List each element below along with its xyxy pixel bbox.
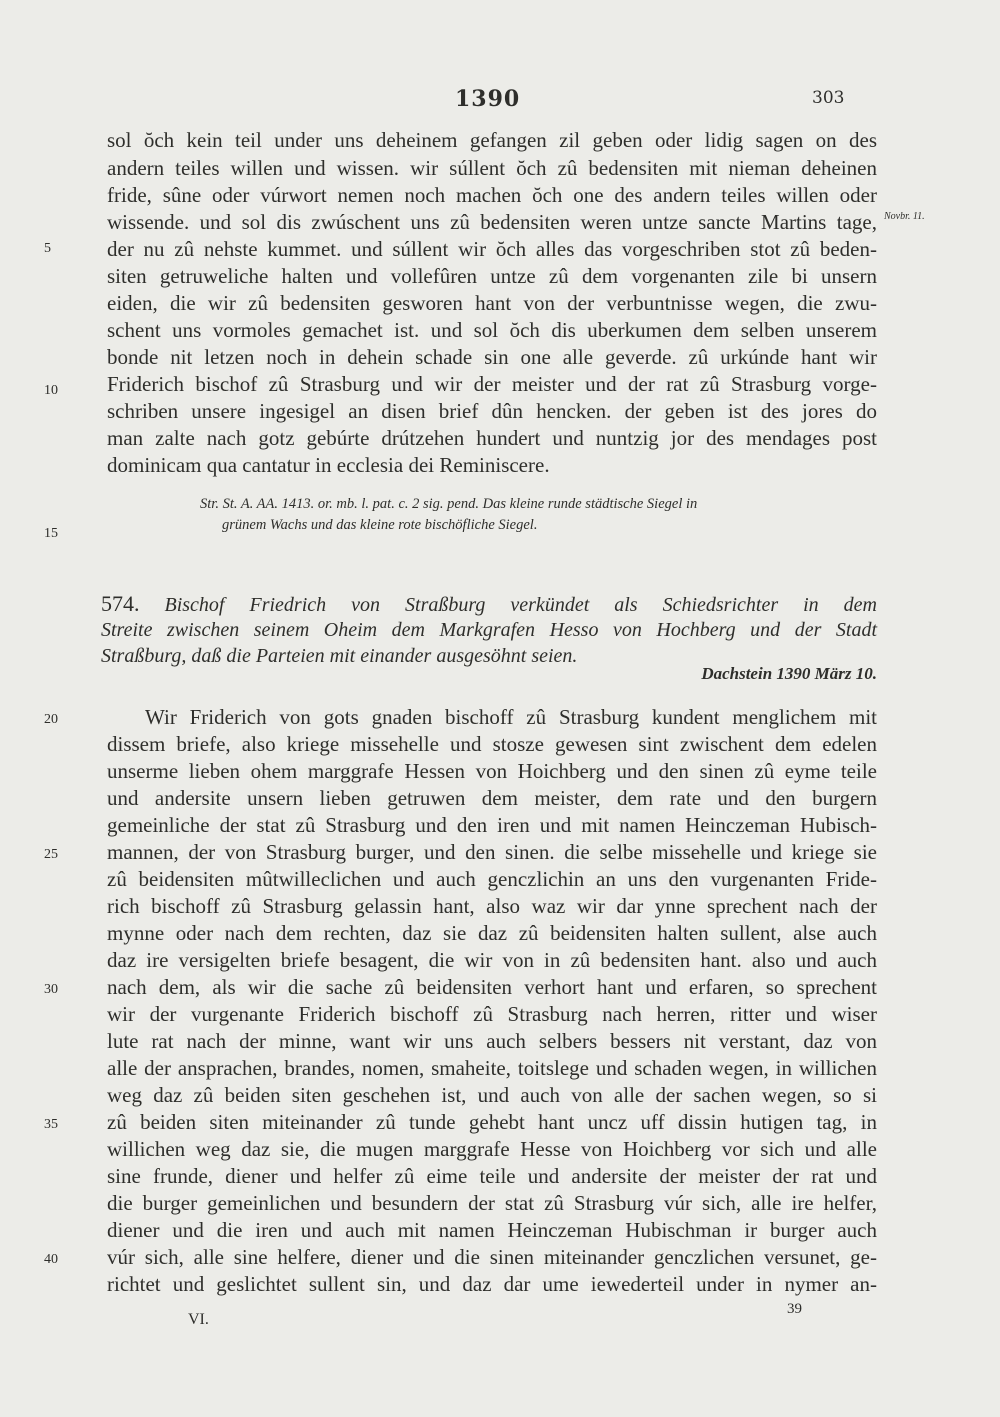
text-line: die burger gemeinlichen und besundern der stat zû Strasburg vúr sich, alle ire helfer, [107, 1191, 877, 1215]
text-line: richtet und geslichtet sullent sin, und daz dar ume iewederteil under in nymer an- [107, 1272, 877, 1296]
text-line: zû beidensiten mûtwilleclichen und auch genczlichin an uns den vurgenanten Fride- [107, 867, 877, 891]
text-line: daz ire versigelten briefe besagent, die wir von in zû bedensiten hant. also und auch [107, 948, 877, 972]
text-line: rich bischoff zû Strasburg gelassin hant, also waz wir dar ynne sprechent nach der [107, 894, 877, 918]
text-line: und andersite unsern lieben getruwen dem meister, dem rate und den burgern [107, 786, 877, 810]
text-line: Wir Friderich von gots gnaden bischoff zû Strasburg kundent menglichem mit [145, 705, 877, 729]
text-line: bonde nit letzen noch in dehein schade sin one alle geverde. zû urkúnde hant wir [107, 345, 877, 369]
text-line: mannen, der von Strasburg burger, und den sinen. die selbe missehelle und kriege sie [107, 840, 877, 864]
text-line: der nu zû nehste kummet. und súllent wir ŏch alles das vorgeschriben stot zû beden- [107, 237, 877, 261]
text-line: fride, sûne oder vúrwort nemen noch machen ŏch one des andern teiles willen oder [107, 183, 877, 207]
line-number: 20 [44, 712, 58, 727]
text-line: weg daz zû beiden siten geschehen ist, und auch von alle der sachen wegen, so si [107, 1083, 877, 1107]
text-line: siten getruweliche halten und vollefûren untze zû dem vorgenanten zile bi unsern [107, 264, 877, 288]
page-header-year: 1390 [455, 86, 521, 112]
text-line: wissende. und sol dis zwúschent uns zû bedensiten weren untze sancte Martins tage, [107, 210, 877, 234]
line-number: 15 [44, 526, 58, 541]
line-number: 5 [44, 241, 51, 256]
text-line: mynne oder nach dem rechten, daz sie daz zû beidensiten halten sullent, alse auch [107, 921, 877, 945]
text-line: lute rat nach der minne, want wir uns auch selbers bessers nit verstant, daz von [107, 1029, 877, 1053]
volume-number: VI. [188, 1311, 209, 1328]
text-line: dominicam qua cantatur in ecclesia dei Reminiscere. [107, 453, 550, 477]
document-title-line [101, 591, 877, 618]
line-number: 35 [44, 1117, 58, 1132]
line-number: 30 [44, 982, 58, 997]
text-line: sol ŏch kein teil under uns deheinem gefangen zil geben oder lidig sagen on des [107, 128, 877, 152]
text-line: unserme lieben ohem marggrafe Hessen von Hoichberg und den sinen zû eyme teile [107, 759, 877, 783]
line-number: 10 [44, 383, 58, 398]
text-line: Friderich bischof zû Strasburg und wir der meister und der rat zû Strasburg vorge- [107, 372, 877, 396]
text-line: man zalte nach gotz gebúrte drútzehen hundert und nuntzig jor des mendages post [107, 426, 877, 450]
text-line: gemeinliche der stat zû Strasburg und den iren und mit namen Heinczeman Hubisch- [107, 813, 877, 837]
line-number: 25 [44, 847, 58, 862]
document-title-text: Bischof Friedrich von Straßburg verkündet als Schiedsrichter in dem [164, 594, 877, 616]
text-line: alle der ansprachen, brandes, nomen, smaheite, toitslege und schaden wegen, in willichen [107, 1056, 877, 1080]
text-line: wir der vurgenante Friderich bischoff zû Strasburg nach herren, ritter und wiser [107, 1002, 877, 1026]
place-and-date: Dachstein 1390 März 10. [701, 664, 877, 683]
text-line: schent uns vormoles gemachet ist. und sol ŏch dis uberkumen dem selben unserem [107, 318, 877, 342]
text-line: eiden, die wir zû bedensiten gesworen hant von der verbuntnisse wegen, die zwu- [107, 291, 877, 315]
text-line: willichen weg daz sie, die mugen marggrafe Hesse von Hoichberg vor sich und alle [107, 1137, 877, 1161]
text-line: nach dem, als wir die sache zû beidensiten verhort hant und erfaren, so sprechent [107, 975, 877, 999]
line-number: 40 [44, 1252, 58, 1267]
document-number: 574. [101, 591, 140, 616]
text-line: andern teiles willen und wissen. wir súllent ŏch zû bedensiten mit nieman deheinen [107, 156, 877, 180]
text-line: schriben unsere ingesigel an disen brief dûn hencken. der geben ist des jores do [107, 399, 877, 423]
sheet-signature: 39 [787, 1301, 802, 1317]
document-title-line: Streite zwischen seinem Oheim dem Markgrafen Hesso von Hochberg und der Stadt [101, 619, 877, 641]
margin-date-note: Novbr. 11. [884, 211, 925, 222]
text-line: vúr sich, alle sine helfere, diener und die sinen miteinander genczlichen versunet, ge- [107, 1245, 877, 1269]
text-line: diener und die iren und auch mit namen Heinczeman Hubischman ir burger auch [107, 1218, 877, 1242]
source-note-line: Str. St. A. AA. 1413. or. mb. l. pat. c. 2 sig. pend. Das kleine runde städtische Siegel in [200, 496, 698, 512]
page-number: 303 [812, 88, 845, 108]
source-note-line: grünem Wachs und das kleine rote bischöfliche Siegel. [222, 517, 538, 533]
text-line: sine frunde, diener und helfer zû eime teile und andersite der meister der rat und [107, 1164, 877, 1188]
text-line: zû beiden siten miteinander zû tunde gehebt hant uncz uff dissin hutigen tag, in [107, 1110, 877, 1134]
document-title-line: Straßburg, daß die Parteien mit einander ausgesöhnt seien. [101, 645, 578, 667]
text-line: dissem briefe, also kriege missehelle und stosze gewesen sint zwischent dem edelen [107, 732, 877, 756]
